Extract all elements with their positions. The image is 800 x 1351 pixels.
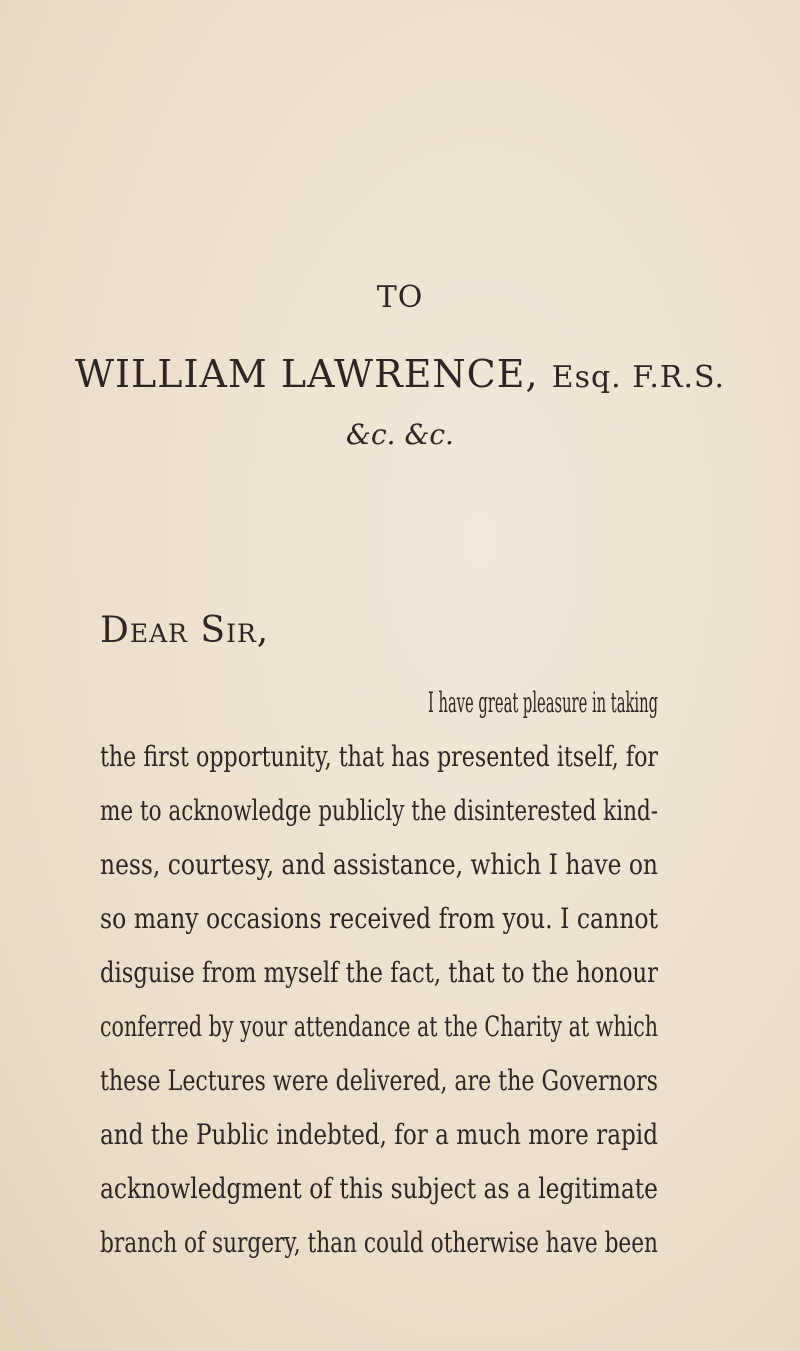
letter-line: and the Public indebted, for a much more rapid — [100, 1118, 658, 1151]
letter-line: conferred by your attendance at the Charity at which — [100, 1010, 658, 1043]
letter-line: these Lectures were delivered, are the Governors — [100, 1064, 658, 1097]
letter-line: the first opportunity, that has presented itself, for — [100, 740, 658, 773]
dedicatee — [0, 352, 800, 396]
dedication-etc: &c. &c. — [346, 418, 454, 451]
dedicatee-name: WILLIAM LAWRENCE, — [74, 352, 539, 396]
letter-line: ness, courtesy, and assistance, which I have on — [100, 848, 658, 881]
letter-line: acknowledgment of this subject as a legitimate — [100, 1172, 658, 1205]
letter-line: I have great pleasure in taking — [428, 686, 658, 719]
letter-line: branch of surgery, than could otherwise have been — [100, 1226, 658, 1259]
letter-line: so many occasions received from you. I cannot — [100, 902, 658, 935]
letter-line: disguise from myself the fact, that to the honour — [100, 956, 658, 989]
letter-line: me to acknowledge publicly the disinterested kind- — [100, 794, 658, 827]
dedicatee-suffix: Esq. F.R.S. — [551, 360, 726, 395]
dedication-to: TO — [376, 280, 424, 315]
salutation: Dear Sir, — [100, 610, 270, 651]
